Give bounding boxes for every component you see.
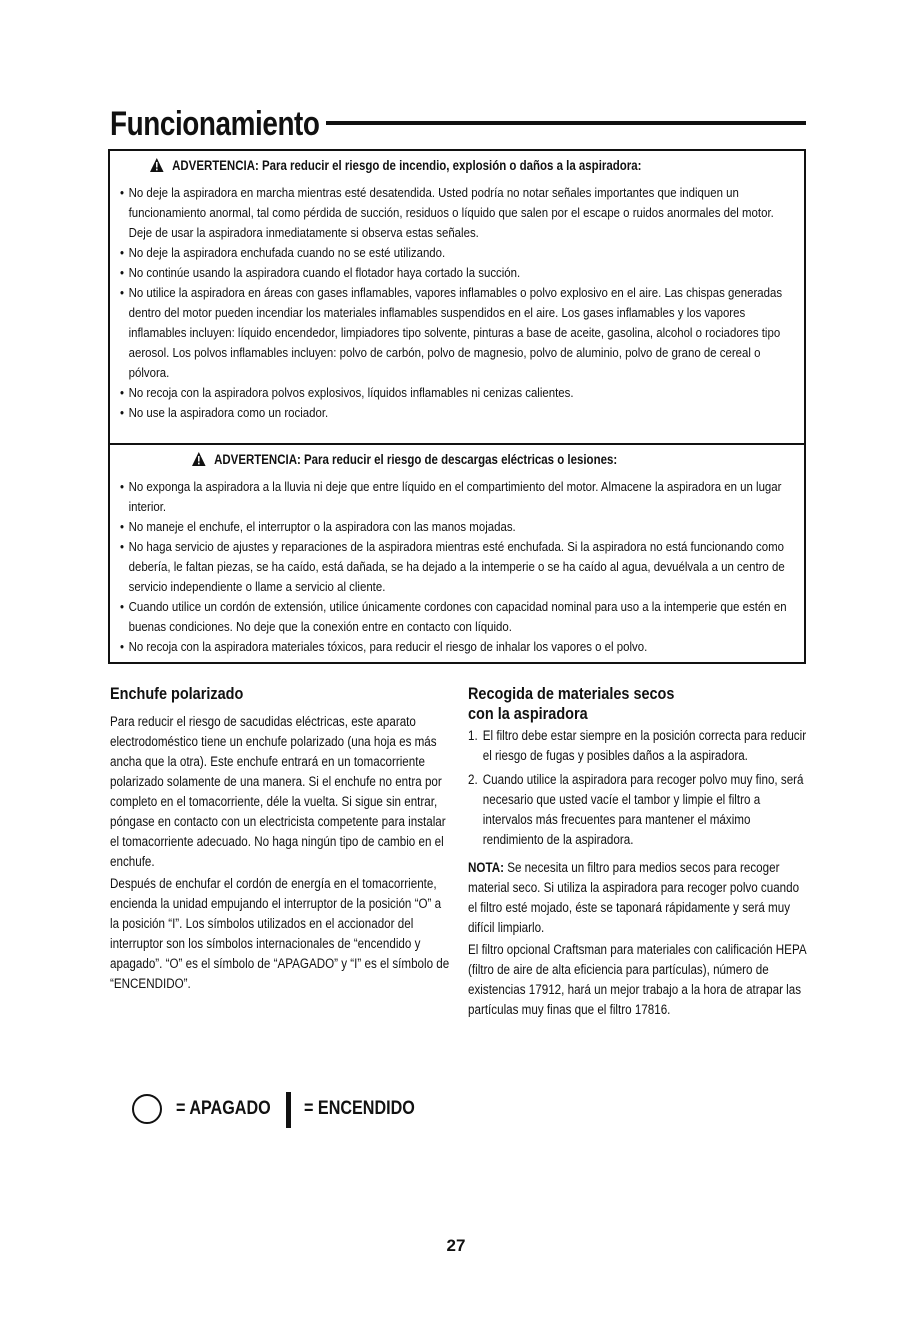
list-item: • No exponga la aspiradora a la lluvia ni deje que entre líquido en el compartimiento del motor. Almacene la aspiradora en un lugar interior. bbox=[120, 477, 792, 517]
section-title-line1: Recogida de materiales secos bbox=[468, 684, 675, 703]
list-item: • No use la aspiradora como un rociador. bbox=[120, 403, 792, 423]
warning-triangle-icon bbox=[192, 452, 206, 471]
warning-title-text: ADVERTENCIA: Para reducir el riesgo de descargas eléctricas o lesiones: bbox=[214, 452, 618, 467]
title-rule bbox=[326, 121, 806, 125]
off-label: = APAGADO bbox=[176, 1098, 271, 1119]
list-item: • No haga servicio de ajustes y reparaciones de la aspiradora mientras esté enchufada. Si la aspiradora no está funcionando como debería, le faltan piezas, se ha caído, está dañada, se ha dejado a la intemperie o se ha caído al agua, devuélvala a un centro de servicio independiente o llame a servicio al cliente. bbox=[120, 537, 792, 597]
list-item: • Cuando utilice un cordón de extensión, utilice únicamente cordones con capacidad nominal para uso a la intemperie que estén en buenas condiciones. No deje que la conexión entre en contacto con líquido. bbox=[120, 597, 792, 637]
warning-title-text: ADVERTENCIA: Para reducir el riesgo de incendio, explosión o daños a la aspiradora: bbox=[172, 158, 642, 173]
list-item: • No deje la aspiradora en marcha mientras esté desatendida. Usted podría no notar señales importantes que indiquen un funcionamiento anormal, tal como pérdida de succión, residuos o líquido que salen por el escape o ruidos anormales del motor. Deje de usar la aspiradora inmediatamente si observa estas señales. bbox=[120, 183, 792, 243]
step-number: 2. bbox=[468, 772, 478, 788]
page-number: 27 bbox=[446, 1236, 466, 1255]
paragraph: El filtro opcional Craftsman para materiales con calificación HEPA (filtro de aire de alta eficiencia para partículas), número de existencias 17912, hará un mejor trabajo a la hora de atrapar las partículas muy finas que el filtro 17816. bbox=[468, 942, 806, 1018]
warning-box-fire bbox=[108, 149, 806, 445]
paragraph: Para reducir el riesgo de sacudidas eléctricas, este aparato electrodoméstico tiene un enchufe polarizado (una hoja es más ancha que la otra). Este enchufe entrará en un tomacorriente polarizado solamente de una manera. Si el enchufe no entra por completo en el tomacorriente, déle la vuelta. Si sigue sin entrar, póngase en contacto con un electricista competente para instalar el tomacorriente adecuado. No haga ningún tipo de cambio en el enchufe. bbox=[110, 714, 446, 870]
list-item: • No recoja con la aspiradora polvos explosivos, líquidos inflamables ni cenizas calientes. bbox=[120, 383, 792, 403]
page-title: Funcionamiento bbox=[110, 105, 320, 143]
list-item: • No maneje el enchufe, el interruptor o la aspiradora con las manos mojadas. bbox=[120, 517, 792, 537]
warning-list-electric bbox=[120, 477, 794, 657]
list-item: • No deje la aspiradora enchufada cuando no se esté utilizando. bbox=[120, 243, 792, 263]
list-item: • No utilice la aspiradora en áreas con gases inflamables, vapores inflamables o polvo explosivo en el aire. Las chispas generadas dentro del motor pueden incendiar los materiales inflamables suspendidos en el aire. Los gases inflamables y los vapores inflamables incluyen: líquido encendedor, limpiadores tipo solvente, pinturas a base de aceite, gasolina, alcohol o rociadores tipo aerosol. Los polvos inflamables incluyen: polvo de carbón, polvo de magnesio, polvo de aluminio, polvo de grano de cereal o pólvora. bbox=[120, 283, 792, 383]
section-dry-pickup bbox=[468, 684, 808, 1020]
page-header bbox=[110, 104, 806, 144]
steps-list bbox=[468, 726, 808, 850]
section-title-line2: con la aspiradora bbox=[468, 704, 588, 723]
warning-title-electric bbox=[192, 451, 704, 471]
on-symbol-icon bbox=[286, 1092, 291, 1128]
step-text: El filtro debe estar siempre en la posición correcta para reducir el riesgo de fugas y posibles daños a la aspiradora. bbox=[482, 728, 807, 764]
section-title: Enchufe polarizado bbox=[110, 684, 244, 703]
section-polarized-plug bbox=[110, 684, 450, 994]
warning-triangle-icon bbox=[150, 158, 164, 177]
note-label: NOTA: bbox=[468, 860, 504, 876]
off-symbol-icon bbox=[132, 1094, 162, 1124]
note-text: Se necesita un filtro para medios secos para recoger material seco. Si utiliza la aspiradora para recoger polvo cuando el filtro esté mojado, éste se taponará rápidamente y será muy difícil limpiarlo. bbox=[468, 860, 800, 936]
on-label: = ENCENDIDO bbox=[304, 1098, 415, 1119]
warning-list-fire bbox=[120, 183, 794, 423]
switch-symbols-legend bbox=[132, 1088, 452, 1132]
list-item: • No continúe usando la aspiradora cuando el flotador haya cortado la succión. bbox=[120, 263, 792, 283]
paragraph: Después de enchufar el cordón de energía en el tomacorriente, encienda la unidad empujando el interruptor de la posición “O” a la posición “I”. Los símbolos utilizados en el accionador del interruptor son los símbolos internacionales de “encendido y apagado”. “O” es el símbolo de “APAGADO” y “I” es el símbolo de “ENCENDIDO”. bbox=[110, 876, 450, 992]
note-paragraph bbox=[468, 858, 808, 938]
warning-box-electric bbox=[108, 443, 806, 664]
list-item bbox=[468, 770, 808, 850]
list-item bbox=[468, 726, 808, 766]
step-text: Cuando utilice la aspiradora para recoger polvo muy fino, será necesario que usted vacíe el tambor y limpie el filtro a intervalos más frecuentes para mantener el máximo rendimiento de la aspiradora. bbox=[482, 772, 804, 848]
list-item: • No recoja con la aspiradora materiales tóxicos, para reducir el riesgo de inhalar los vapores o el polvo. bbox=[120, 637, 792, 657]
step-number: 1. bbox=[468, 728, 478, 744]
warning-title-fire bbox=[150, 157, 697, 177]
